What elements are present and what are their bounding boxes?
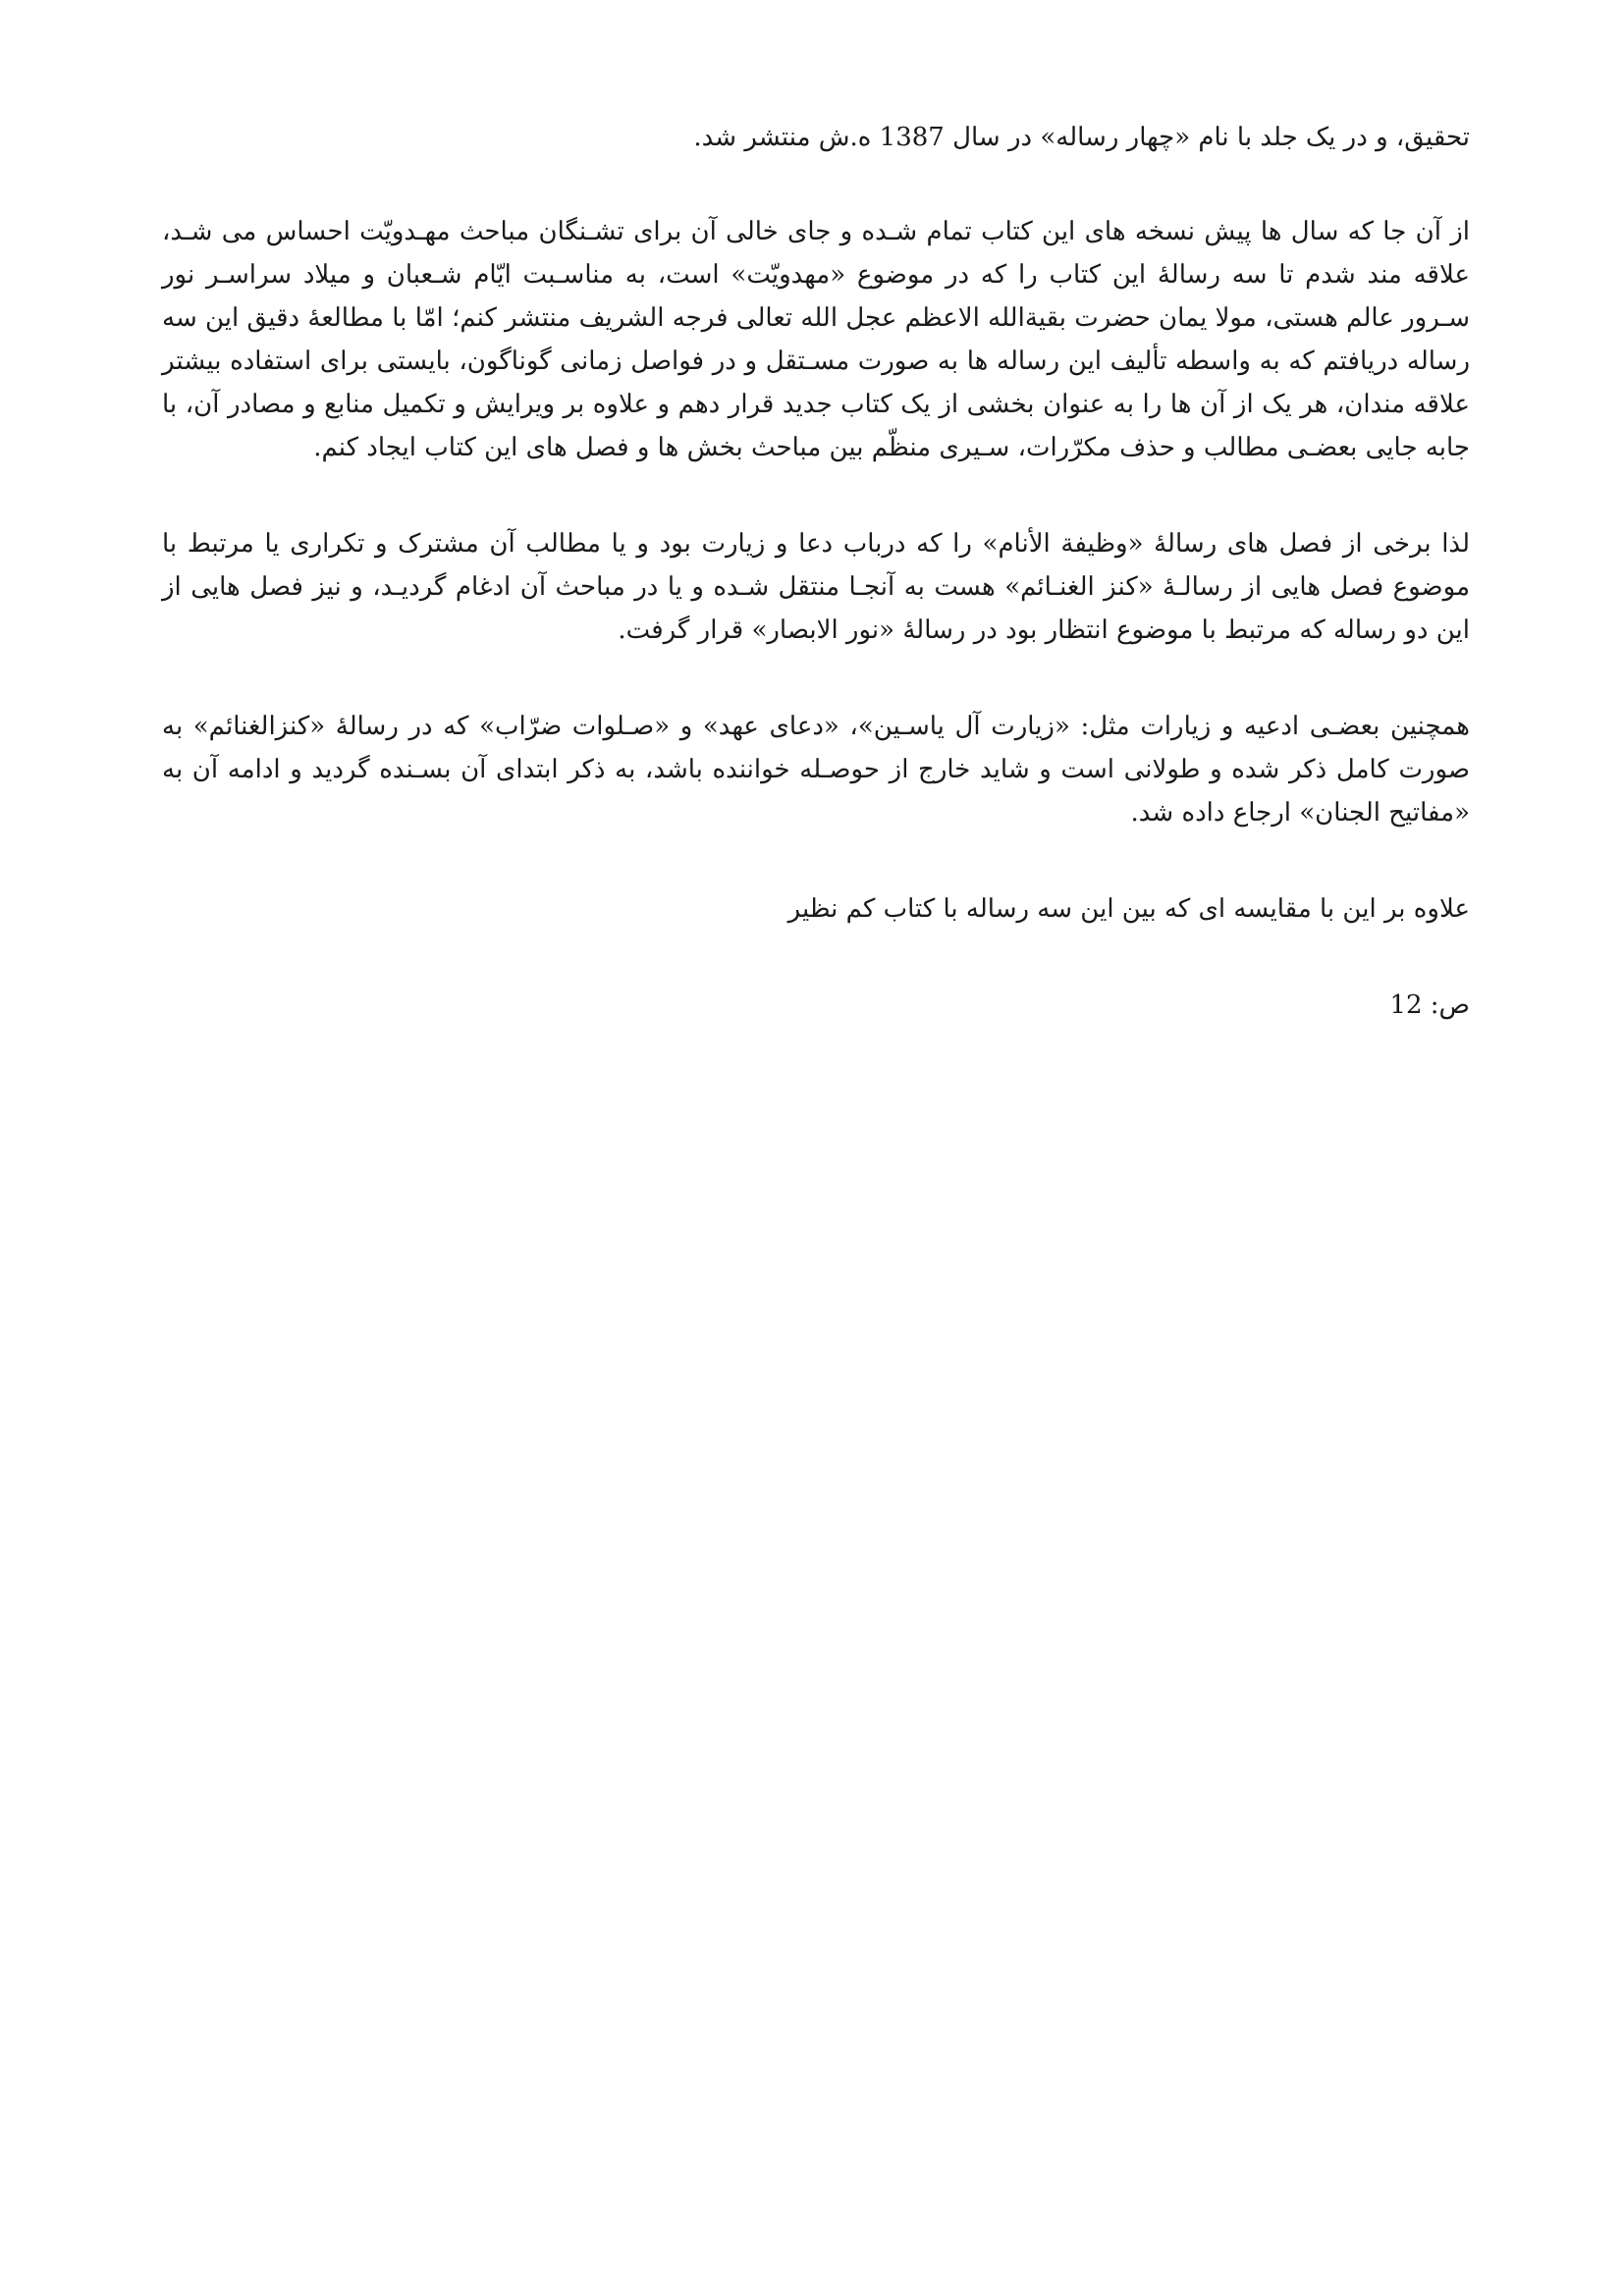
paragraph-3: لذا برخی از فصل های رسالۀ «وظیفة الأنام» را که درباب دعا و زیارت بود و یا مطالب آن مشترک و تکراری یا مرتبط با موضوع فصل هایی از رسالـۀ «کنز الغنـائم» هست به آنجـا منتقل شـده و یا در مباحث آن ادغام گردیـد، و نیز فصل هایی از این دو رساله که مرتبط با موضوع انتظار بود در رسالۀ «نور الابصار» قرار گرفت.: [162, 529, 1470, 645]
body-text: [162, 116, 1470, 1027]
paragraph-2: از آن جا که سال ها پیش نسخه های این کتاب تمام شـده و جای خالی آن برای تشـنگان مباحث مهـدویّت احساس می شـد، علاقه مند شدم تا سه رسالۀ این کتاب را که در موضوع «مهدویّت» است، به مناسـبت ایّام شـعبان و میلاد سراسـر نور سـرور عالم هستی، مولا یمان حضرت بقیةالله الاعظم عجل الله تعالی فرجه الشریف منتشر کنم؛ امّا با مطالعۀ دقیق این سه رساله دریافتم که به واسطه تألیف این رساله ها به صورت مسـتقل و در فواصل زمانی گوناگون، بایستی برای استفاده بیشتر علاقه مندان، هر یک از آن ها را به عنوان بخشی از یک کتاب جدید قرار دهم و علاوه بر ویرایش و تکمیل منابع و مصادر آن، با جابه جایی بعضـی مطالب و حذف مکرّرات، سـیری منظّم بین مباحث بخش ها و فصل های این کتاب ایجاد کنم.: [162, 217, 1470, 462]
paragraph-5: علاوه بر این با مقایسه ای که بین این سه رساله با کتاب کم نظیر: [787, 894, 1470, 924]
paragraph-4: همچنین بعضـی ادعیه و زیارات مثل: «زیارت آل یاسـین»، «دعای عهد» و «صـلوات ضرّاب» که در رسالۀ «کنزالغنائم» به صورت کامل ذکر شده و طولانی است و شاید خارج از حوصـله خواننده باشد، به ذکر ابتدای آن بسـنده گردید و ادامه آن به «مفاتیح الجنان» ارجاع داده شد.: [162, 712, 1470, 828]
paragraph-1: تحقیق، و در یک جلد با نام «چهار رساله» در سال 1387 ه.ش منتشر شد.: [693, 123, 1470, 152]
page-number: ص: 12: [1389, 990, 1470, 1020]
